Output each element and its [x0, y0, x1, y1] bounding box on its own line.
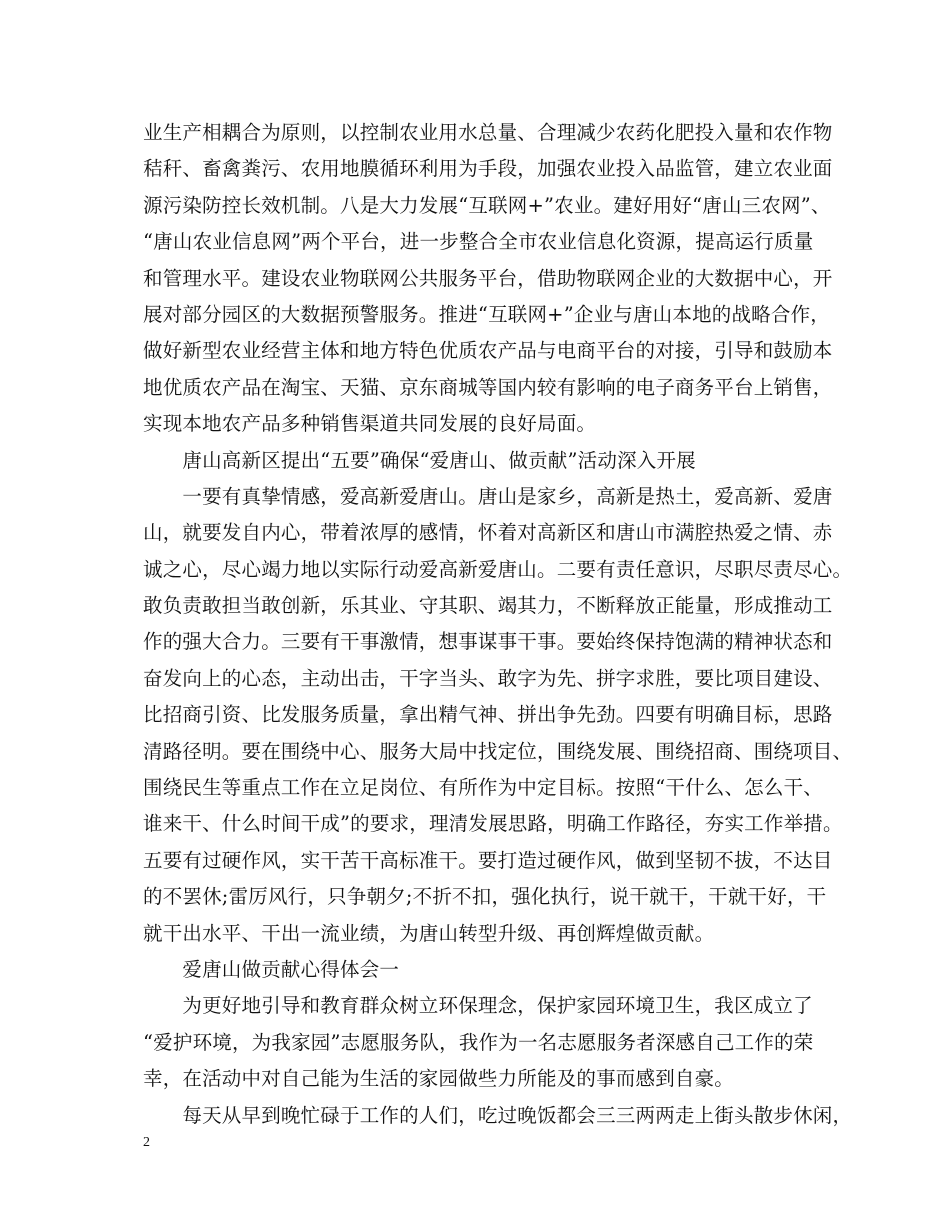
text-line: 敢负责敢担当敢创新，乐其业、守其职、竭其力，不断释放正能量，形成推动工 — [143, 594, 833, 618]
text-line: 实现本地农产品多种销售渠道共同发展的良好局面。 — [143, 412, 597, 436]
text-line: 清路径明。要在围绕中心、服务大局中找定位，围绕发展、围绕招商、围绕项目、 — [143, 739, 853, 763]
text-line: 幸，在活动中对自己能为生活的家园做些力所能及的事而感到自豪。 — [143, 1067, 735, 1091]
text-line: 秸秆、畜禽粪污、农用地膜循环利用为手段，加强农业投入品监管，建立农业面 — [143, 157, 833, 181]
text-line: “爱护环境，为我家园”志愿服务队，我作为一名志愿服务者深感自己工作的荣 — [143, 1030, 814, 1054]
text-line: 展对部分园区的大数据预警服务。推进“互联网+”企业与唐山本地的战略合作， — [143, 302, 830, 326]
text-line: 和管理水平。建设农业物联网公共服务平台，借助物联网企业的大数据中心，开 — [143, 266, 833, 290]
text-line: 五要有过硬作风，实干苦干高标准干。要打造过硬作风，做到坚韧不拔，不达目 — [143, 848, 833, 872]
text-line: 围绕民生等重点工作在立足岗位、有所作为中定目标。按照“干什么、怎么干、 — [143, 776, 823, 800]
page-number: 2 — [143, 1135, 150, 1150]
text-line: “唐山农业信息网”两个平台，进一步整合全市农业信息化资源，提高运行质量 — [143, 230, 814, 254]
text-line: 比招商引资、比发服务质量，拿出精气神、拼出争先劲。四要有明确目标，思路 — [143, 703, 833, 727]
text-line: 谁来干、什么时间干成”的要求，理清发展思路，明确工作路径，夯实工作举措。 — [143, 812, 843, 836]
text-line: 唐山高新区提出“五要”确保“爱唐山、做贡献”活动深入开展 — [143, 448, 696, 472]
body-text — [143, 115, 853, 1134]
text-line: 的不罢休;雷厉风行，只争朝夕;不折不扣，强化执行，说干就干，干就干好，干 — [143, 885, 827, 909]
text-line: 一要有真挚情感，爱高新爱唐山。唐山是家乡，高新是热土，爱高新、爱唐 — [143, 484, 833, 508]
text-line: 诚之心，尽心竭力地以实际行动爱高新爱唐山。二要有责任意识，尽职尽责尽心。 — [143, 557, 853, 581]
text-line: 业生产相耦合为原则，以控制农业用水总量、合理减少农药化肥投入量和农作物 — [143, 121, 833, 144]
text-line: 源污染防控长效机制。八是大力发展“互联网+”农业。建好用好“唐山三农网”、 — [143, 193, 831, 217]
text-line: 山，就要发自内心，带着浓厚的感情，怀着对高新区和唐山市满腔热爱之情、赤 — [143, 521, 833, 545]
text-line: 地优质农产品在淘宝、天猫、京东商城等国内较有影响的电子商务平台上销售， — [143, 375, 833, 399]
text-line: 奋发向上的心态，主动出击，干字当头、敢字为先、拼字求胜，要比项目建设、 — [143, 666, 833, 690]
text-line: 作的强大合力。三要有干事激情，想事谋事干事。要始终保持饱满的精神状态和 — [143, 630, 833, 654]
text-line: 就干出水平、干出一流业绩，为唐山转型升级、再创辉煌做贡献。 — [143, 921, 715, 945]
text-line: 爱唐山做贡献心得体会一 — [143, 957, 400, 981]
text-line: 每天从早到晚忙碌于工作的人们，吃过晚饭都会三三两两走上街头散步休闲， — [143, 1103, 853, 1127]
text-line: 为更好地引导和教育群众树立环保理念，保护家园环境卫生，我区成立了 — [143, 994, 813, 1018]
text-line: 做好新型农业经营主体和地方特色优质农产品与电商平台的对接，引导和鼓励本 — [143, 339, 833, 363]
